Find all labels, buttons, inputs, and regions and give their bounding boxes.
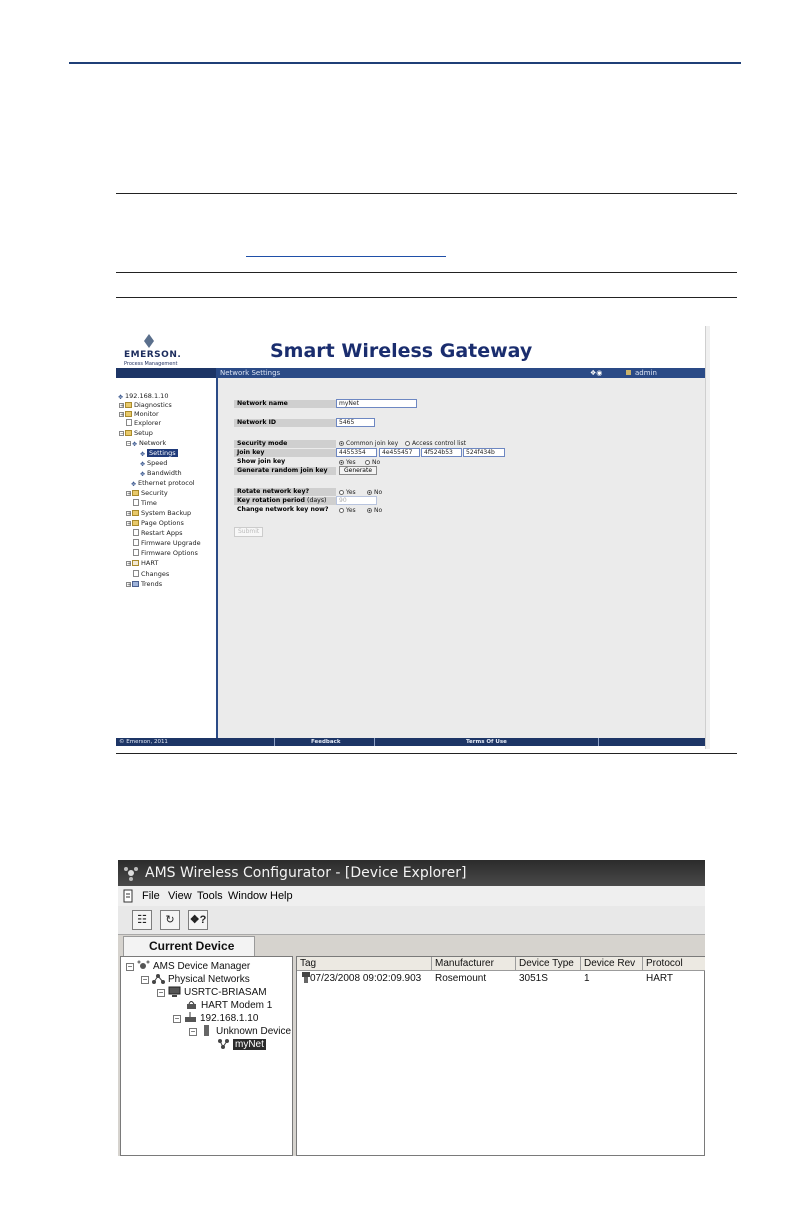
- option-label: No: [372, 459, 381, 466]
- tree-node-gateway-ip[interactable]: [173, 1012, 258, 1025]
- menu-bar: [118, 886, 705, 906]
- radio-icon: [365, 460, 370, 465]
- option-label: Common join key: [346, 440, 399, 447]
- device-list-pane: [296, 956, 705, 1156]
- window-title-bar: [118, 860, 705, 886]
- tree-label: Security: [141, 489, 168, 497]
- folder-icon: [125, 411, 132, 417]
- cell-device-rev: 1: [584, 973, 590, 984]
- join-key-field-2[interactable]: 4e455457: [379, 448, 420, 457]
- tab-strip: [118, 935, 705, 955]
- tree-item-diagnostics[interactable]: [119, 401, 172, 409]
- expand-icon[interactable]: +: [120, 412, 125, 418]
- rotate-key-label: Rotate network key?: [234, 488, 336, 496]
- cell-tag: 07/23/2008 09:02:09.903: [310, 973, 422, 984]
- figure-bottom-rule: [116, 753, 737, 754]
- page-top-rule: [69, 62, 741, 64]
- tree-label: Page Options: [141, 519, 184, 527]
- page-title: Smart Wireless Gateway: [270, 340, 533, 362]
- page-icon: [126, 419, 132, 426]
- tab-current-device[interactable]: Current Device: [123, 936, 255, 956]
- help-icon: ❖?: [189, 914, 207, 926]
- folder-icon: [132, 520, 139, 526]
- join-key-field-4[interactable]: 524f434b: [463, 448, 505, 457]
- document-icon: [123, 889, 134, 903]
- tree-label: Speed: [147, 459, 168, 467]
- network-node-icon: ✥: [140, 451, 146, 458]
- expand-icon[interactable]: +: [127, 491, 132, 497]
- help-icon[interactable]: ❖◉: [590, 369, 603, 377]
- network-node-icon: ✥: [131, 481, 137, 488]
- network-node-icon: ✥: [140, 461, 146, 468]
- breadcrumb: Network Settings: [220, 369, 281, 377]
- feedback-link[interactable]: Feedback: [311, 739, 341, 745]
- app-icon: [123, 865, 139, 881]
- join-key-field-1[interactable]: 4455354: [336, 448, 377, 457]
- tree-node-mynet[interactable]: [217, 1038, 266, 1051]
- change-key-yes-radio[interactable]: [339, 506, 356, 515]
- footer-divider: [274, 738, 275, 746]
- vertical-scrollbar[interactable]: [705, 326, 710, 749]
- page-icon: [133, 539, 139, 546]
- tree-label: Changes: [141, 570, 170, 578]
- radio-icon: [405, 441, 410, 446]
- cell-device-type: 3051S: [519, 973, 548, 984]
- tree-item-speed[interactable]: [140, 459, 167, 467]
- tree-node-ams-device-manager[interactable]: [126, 960, 250, 973]
- tree-label: Restart Apps: [141, 529, 183, 537]
- device-icon: [200, 1025, 213, 1036]
- chart-icon: [132, 581, 139, 587]
- tree-label: System Backup: [141, 509, 192, 517]
- top-bar: [116, 368, 705, 378]
- column-header-device-type[interactable]: Device Type: [516, 957, 581, 971]
- generate-key-label: Generate random join key: [234, 467, 336, 475]
- refresh-icon: ↻: [165, 914, 175, 926]
- column-header-tag[interactable]: Tag: [297, 957, 432, 971]
- tree-label: Ethernet protocol: [138, 479, 195, 487]
- user-label[interactable]: [626, 368, 657, 378]
- footer-divider: [598, 738, 599, 746]
- change-key-no-radio[interactable]: [367, 506, 382, 515]
- tree-label: Time: [141, 499, 157, 507]
- username: admin: [635, 369, 657, 377]
- security-mode-acl-radio[interactable]: [405, 439, 466, 448]
- menu-help[interactable]: Help: [270, 890, 293, 902]
- tree-item-firmware-options[interactable]: [133, 549, 198, 557]
- tree-label: Physical Networks: [168, 974, 250, 985]
- tree-label: 192.168.1.10: [125, 392, 169, 400]
- option-label: Yes: [346, 459, 356, 466]
- tree-label: Setup: [134, 429, 153, 437]
- tree-item-monitor[interactable]: [119, 410, 159, 418]
- tree-item-security[interactable]: [126, 489, 168, 497]
- network-id-label: Network ID: [234, 419, 336, 427]
- tree-label: Trends: [141, 580, 163, 588]
- expand-icon[interactable]: +: [127, 582, 132, 588]
- tree-label: AMS Device Manager: [153, 961, 251, 972]
- lock-icon: [626, 370, 631, 375]
- footer-bar: [116, 738, 705, 746]
- show-join-key-label: Show join key: [234, 458, 336, 466]
- computer-icon: [168, 986, 181, 997]
- tree-label: Firmware Options: [141, 549, 198, 557]
- radio-selected-icon: [339, 460, 344, 465]
- option-label: Yes: [346, 489, 356, 496]
- top-bar-left: [116, 368, 216, 378]
- join-key-field-3[interactable]: 4f524b53: [421, 448, 462, 457]
- tree-item-changes[interactable]: [133, 570, 169, 578]
- network-node-icon: ✥: [140, 471, 146, 478]
- page-icon: [133, 529, 139, 536]
- device-manager-icon: [137, 960, 150, 971]
- tree-item-page-options[interactable]: [126, 519, 184, 527]
- collapse-icon[interactable]: −: [190, 1027, 196, 1036]
- expand-icon[interactable]: +: [127, 561, 132, 567]
- radio-icon: [339, 490, 344, 495]
- network-node-icon: ✥: [132, 441, 138, 448]
- tree-label: HART: [141, 559, 159, 567]
- tree-item-network[interactable]: [126, 439, 166, 447]
- menu-view[interactable]: View: [168, 890, 192, 902]
- tree-node-usrtc-briasam[interactable]: [157, 986, 267, 999]
- menu-tools[interactable]: Tools: [197, 890, 223, 902]
- tree-item-system-backup[interactable]: [126, 509, 191, 517]
- option-label: No: [374, 489, 383, 496]
- radio-selected-icon: [367, 490, 372, 495]
- tree-label: Network: [139, 439, 167, 447]
- radio-icon: [339, 508, 344, 513]
- tree-item-gateway[interactable]: [118, 392, 168, 400]
- tree-label: Monitor: [134, 410, 159, 418]
- gateway-icon: [184, 1012, 197, 1023]
- tree-label: Firmware Upgrade: [141, 539, 201, 547]
- folder-icon: [125, 402, 132, 408]
- tree-item-restart-apps[interactable]: [133, 529, 183, 537]
- tree-label: HART Modem 1: [201, 1000, 273, 1011]
- tree-item-bandwidth[interactable]: [140, 469, 182, 477]
- tree-node-hart-modem[interactable]: [185, 999, 272, 1012]
- wireless-network-icon: [217, 1038, 230, 1049]
- tree-node-physical-networks[interactable]: [141, 973, 250, 986]
- network-id-field[interactable]: 5465: [336, 418, 375, 427]
- tree-item-trends[interactable]: [126, 580, 162, 588]
- rotation-period-unit: (days): [307, 497, 327, 504]
- collapse-icon[interactable]: −: [142, 975, 148, 984]
- change-key-now-label: Change network key now?: [234, 506, 336, 514]
- tree-item-time[interactable]: [133, 499, 157, 507]
- tree-label: USRTC-BRIASAM: [184, 987, 267, 998]
- navigation-tree: [116, 378, 218, 738]
- column-header-protocol[interactable]: Protocol: [643, 957, 705, 971]
- network-icon: [152, 973, 165, 984]
- tree-item-setup[interactable]: [119, 429, 153, 437]
- page-icon: [133, 570, 139, 577]
- page-icon: [133, 549, 139, 556]
- note-top-rule: [116, 193, 737, 194]
- network-name-field[interactable]: myNet: [336, 399, 417, 408]
- logo-subtitle: Process Management: [124, 361, 178, 367]
- tree-item-settings[interactable]: [140, 449, 178, 457]
- menu-window[interactable]: Window: [228, 890, 268, 902]
- tree-label: Diagnostics: [134, 401, 172, 409]
- expand-icon[interactable]: +: [127, 511, 132, 517]
- emerson-logo: [124, 332, 182, 372]
- toolbar: [118, 906, 705, 935]
- radio-selected-icon: [339, 441, 344, 446]
- tree-label: Bandwidth: [147, 469, 182, 477]
- security-mode-common-radio[interactable]: [339, 439, 398, 448]
- logo-name: EMERSON.: [124, 350, 182, 360]
- collapse-icon[interactable]: −: [127, 441, 132, 447]
- rotation-period-field[interactable]: 90: [336, 496, 377, 505]
- device-tree-pane: [120, 956, 293, 1156]
- option-label: No: [374, 507, 383, 514]
- tree-label: 192.168.1.10: [200, 1013, 259, 1024]
- cell-manufacturer: Rosemount: [435, 973, 487, 984]
- collapse-icon[interactable]: −: [174, 1014, 180, 1023]
- window-title: AMS Wireless Configurator - [Device Explorer]: [145, 865, 467, 881]
- network-button[interactable]: [132, 910, 152, 930]
- collapse-icon[interactable]: −: [120, 431, 125, 437]
- network-settings-panel: [218, 378, 705, 738]
- tree-item-hart[interactable]: [126, 559, 158, 567]
- column-header-manufacturer[interactable]: Manufacturer: [432, 957, 516, 971]
- rotation-period-label: [234, 497, 336, 505]
- join-key-label: Join key: [234, 449, 336, 457]
- folder-icon: [132, 510, 139, 516]
- collapse-icon[interactable]: −: [158, 988, 164, 997]
- modem-icon: [185, 999, 198, 1010]
- figure-top-rule: [116, 297, 737, 298]
- tree-label: myNet: [235, 1039, 264, 1050]
- ams-screenshot: [118, 860, 705, 1156]
- generate-button[interactable]: Generate: [339, 466, 377, 475]
- tree-label: Settings: [149, 449, 176, 457]
- tree-item-ethernet-protocol[interactable]: [131, 479, 195, 487]
- tree-node-unknown-device[interactable]: [189, 1025, 291, 1038]
- copyright-text: © Emerson, 2011: [119, 739, 168, 745]
- page-icon: [133, 499, 139, 506]
- security-mode-label: Security mode: [234, 440, 336, 448]
- expand-icon[interactable]: +: [120, 403, 125, 409]
- gateway-screenshot: [116, 326, 710, 749]
- note-bottom-rule: [116, 272, 737, 273]
- tree-label: Explorer: [134, 419, 162, 427]
- tree-item-firmware-upgrade[interactable]: [133, 539, 201, 547]
- folder-icon: [132, 490, 139, 496]
- column-header-device-rev[interactable]: Device Rev: [581, 957, 643, 971]
- collapse-icon[interactable]: −: [127, 962, 133, 971]
- terms-link[interactable]: Terms Of Use: [466, 739, 507, 745]
- tree-label: Unknown Device: [216, 1026, 292, 1037]
- network-node-icon: ✥: [118, 394, 124, 401]
- option-label: Yes: [346, 507, 356, 514]
- expand-icon[interactable]: +: [127, 521, 132, 527]
- network-name-label: Network name: [234, 400, 336, 408]
- menu-file[interactable]: File: [142, 890, 160, 902]
- folder-icon: [132, 560, 139, 566]
- footer-divider: [374, 738, 375, 746]
- emerson-logo-icon: [144, 334, 154, 348]
- hyperlink-underline[interactable]: [246, 256, 446, 257]
- option-label: Access control list: [412, 440, 466, 447]
- tree-item-explorer[interactable]: [126, 419, 161, 427]
- cell-protocol: HART: [646, 973, 674, 984]
- folder-icon: [125, 430, 132, 436]
- network-icon: ☷: [137, 914, 147, 926]
- radio-selected-icon: [367, 508, 372, 513]
- rotation-period-text: Key rotation period: [237, 497, 305, 504]
- submit-button[interactable]: Submit: [234, 527, 263, 537]
- refresh-button[interactable]: [160, 910, 180, 930]
- help-button[interactable]: [188, 910, 208, 930]
